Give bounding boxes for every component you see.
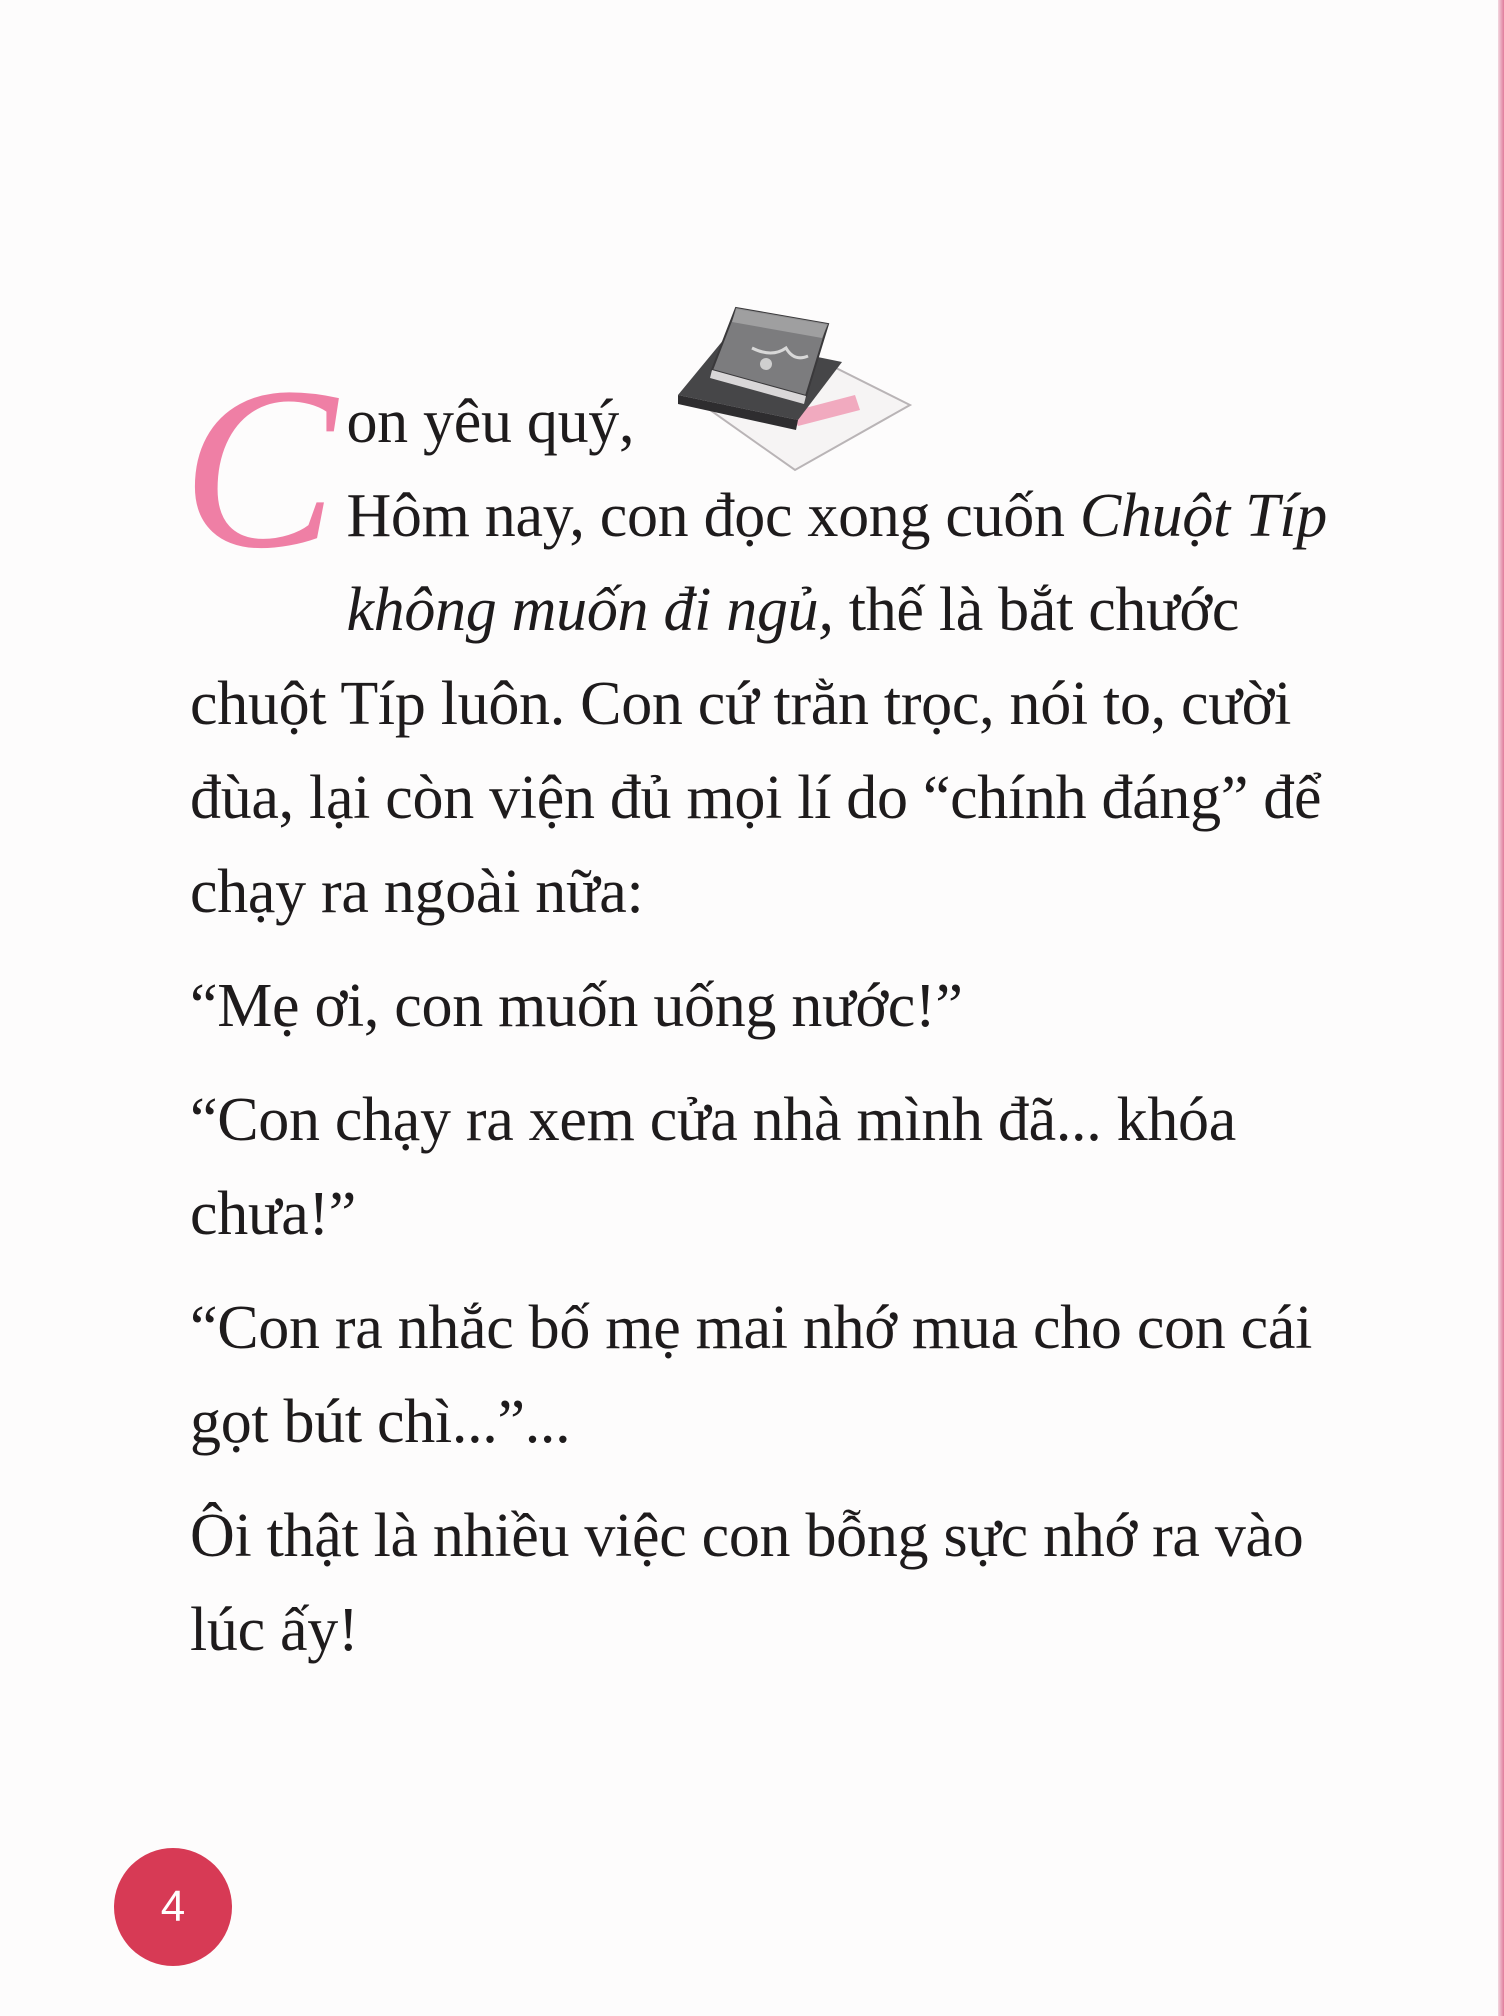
quote-water: “Mẹ ơi, con muốn uống nước!” [190, 972, 963, 1040]
book-title-text: Chuột Típ không muốn đi ngủ, [346, 482, 1327, 644]
letter-opening-paragraph [182, 340, 1370, 939]
page-number-badge: 4 [114, 1848, 232, 1966]
quote-door: “Con chạy ra xem cửa nhà mình đã... khóa chưa!” [190, 1086, 1236, 1248]
page-edge-decoration [1498, 0, 1504, 2016]
drop-cap-letter: C [182, 340, 337, 597]
salutation-text: on yêu quý, [346, 388, 635, 456]
quote-sharpener: “Con ra nhắc bố mẹ mai nhớ mua cho con cái gọt bút chì...”... [190, 1294, 1313, 1456]
paragraph-text-start: Hôm nay, con đọc xong cuốn [346, 482, 1080, 550]
paragraph-text-rest: thế là bắt chước chuột Típ luôn. Con cứ trằn trọc, nói to, cười đùa, lại còn viện đủ mọi lí do “chính đáng” để chạy ra ngoài nữa: [190, 576, 1322, 926]
letter-body [182, 340, 1370, 1677]
closing-paragraph: Ôi thật là nhiều việc con bỗng sực nhớ ra vào lúc ấy! [190, 1502, 1304, 1664]
